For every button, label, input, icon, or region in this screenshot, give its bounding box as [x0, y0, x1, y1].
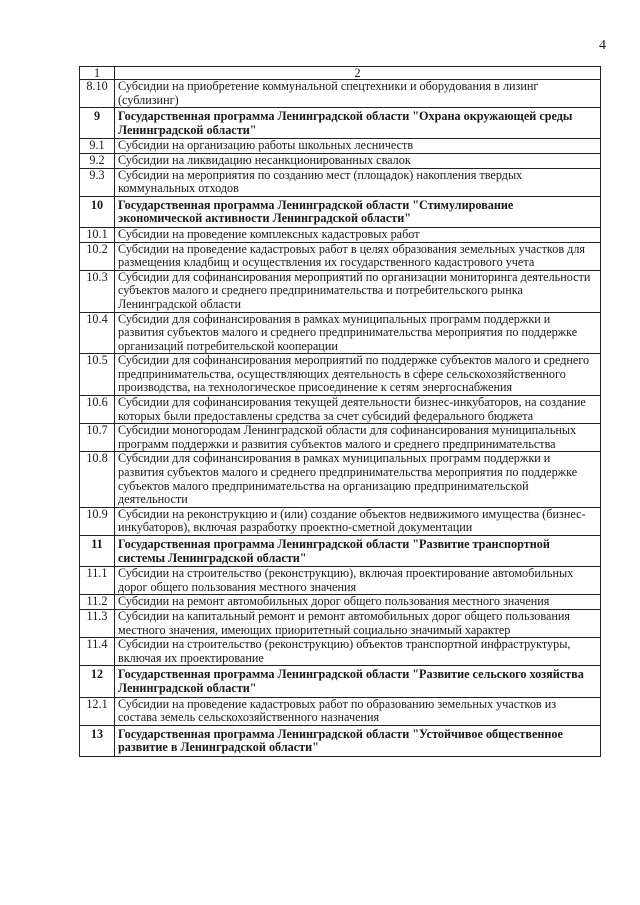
table-body [80, 67, 601, 757]
program-row [80, 725, 601, 756]
subsidy-row [80, 270, 601, 312]
row-text: Государственная программа Ленинградской области "Стимулирование экономической активности Ленинградской области" [115, 196, 601, 227]
row-number: 10.9 [80, 507, 115, 535]
row-text: Государственная программа Ленинградской области "Устойчивое общественное развитие в Ленинградской области" [115, 725, 601, 756]
subsidy-row [80, 227, 601, 242]
row-number: 10 [80, 196, 115, 227]
row-text: Государственная программа Ленинградской области "Развитие транспортной системы Ленинградской области" [115, 536, 601, 567]
subsidy-row [80, 354, 601, 396]
row-text: Субсидии для софинансирования в рамках муниципальных программ поддержки и развития субъектов малого и среднего предпринимательства мероприятия по поддержке субъектов малого предпринимательства на организацию предпринимательской деятельности [115, 452, 601, 507]
row-number: 10.3 [80, 270, 115, 312]
row-number: 12 [80, 666, 115, 697]
subsidy-row [80, 242, 601, 270]
subsidy-row [80, 312, 601, 354]
row-number: 11.3 [80, 609, 115, 637]
row-number: 9.2 [80, 153, 115, 168]
subsidy-row [80, 567, 601, 595]
row-text: Субсидии на строительство (реконструкцию) объектов транспортной инфраструктуры, включая их проектирование [115, 638, 601, 666]
subsidy-row [80, 638, 601, 666]
subsidy-row [80, 452, 601, 507]
row-number: 13 [80, 725, 115, 756]
row-text: Субсидии на приобретение коммунальной спецтехники и оборудования в лизинг (сублизинг) [115, 80, 601, 108]
row-text: Субсидии на мероприятия по созданию мест (площадок) накопления твердых коммунальных отходов [115, 168, 601, 196]
row-text: Государственная программа Ленинградской области "Развитие сельского хозяйства Ленинградской области" [115, 666, 601, 697]
header-col-2: 2 [115, 67, 601, 80]
row-text: Субсидии для софинансирования текущей деятельности бизнес-инкубаторов, на создание которых были предоставлены средства за счет субсидий федерального бюджета [115, 396, 601, 424]
subsidy-row [80, 424, 601, 452]
row-text: Субсидии на ликвидацию несанкционированных свалок [115, 153, 601, 168]
subsidy-row [80, 80, 601, 108]
row-number: 10.5 [80, 354, 115, 396]
row-text: Субсидии моногородам Ленинградской области для софинансирования муниципальных программ поддержки и развития субъектов малого и среднего предпринимательства [115, 424, 601, 452]
subsidy-row [80, 139, 601, 154]
row-number: 8.10 [80, 80, 115, 108]
subsidy-row [80, 595, 601, 610]
subsidy-row [80, 396, 601, 424]
header-col-1: 1 [80, 67, 115, 80]
program-row [80, 666, 601, 697]
row-text: Субсидии на реконструкцию и (или) создание объектов недвижимого имущества (бизнес-инкубаторов), включая разработку проектно-сметной документации [115, 507, 601, 535]
row-number: 10.4 [80, 312, 115, 354]
subsidy-table [79, 66, 601, 757]
row-number: 10.1 [80, 227, 115, 242]
row-number: 10.7 [80, 424, 115, 452]
row-number: 9 [80, 108, 115, 139]
program-row [80, 108, 601, 139]
subsidy-row [80, 507, 601, 535]
row-number: 9.3 [80, 168, 115, 196]
row-text: Субсидии на капитальный ремонт и ремонт автомобильных дорог общего пользования местного значения, имеющих приоритетный социально значимый характер [115, 609, 601, 637]
row-number: 10.6 [80, 396, 115, 424]
row-text: Субсидии на проведение кадастровых работ по образованию земельных участков из состава земель сельскохозяйственного назначения [115, 697, 601, 725]
program-row [80, 196, 601, 227]
row-number: 10.8 [80, 452, 115, 507]
row-text: Субсидии для софинансирования мероприятий по организации мониторинга деятельности субъектов малого и среднего предпринимательства и потребительского рынка Ленинградской области [115, 270, 601, 312]
row-number: 12.1 [80, 697, 115, 725]
subsidy-row [80, 168, 601, 196]
row-number: 11.2 [80, 595, 115, 610]
subsidy-row [80, 609, 601, 637]
subsidy-row [80, 697, 601, 725]
row-text: Субсидии для софинансирования мероприятий по поддержке субъектов малого и среднего предпринимательства, осуществляющих деятельность в сфере сельскохозяйственного производства, на технологическое присоединение к сетям энергоснабжения [115, 354, 601, 396]
page-number: 4 [599, 38, 606, 53]
row-text: Государственная программа Ленинградской области "Охрана окружающей среды Ленинградской области" [115, 108, 601, 139]
subsidy-row [80, 153, 601, 168]
row-number: 11.4 [80, 638, 115, 666]
row-text: Субсидии для софинансирования в рамках муниципальных программ поддержки и развития субъектов малого и среднего предпринимательства мероприятия по поддержке организаций потребительской кооперации [115, 312, 601, 354]
row-text: Субсидии на ремонт автомобильных дорог общего пользования местного значения [115, 595, 601, 610]
program-row [80, 536, 601, 567]
row-text: Субсидии на проведение комплексных кадастровых работ [115, 227, 601, 242]
row-text: Субсидии на проведение кадастровых работ в целях образования земельных участков для размещения кладбищ и осуществления их государственного кадастрового учета [115, 242, 601, 270]
row-number: 11 [80, 536, 115, 567]
row-text: Субсидии на строительство (реконструкцию), включая проектирование автомобильных дорог общего пользования местного значения [115, 567, 601, 595]
row-number: 9.1 [80, 139, 115, 154]
table-header-row [80, 67, 601, 80]
row-number: 11.1 [80, 567, 115, 595]
row-text: Субсидии на организацию работы школьных лесничеств [115, 139, 601, 154]
row-number: 10.2 [80, 242, 115, 270]
